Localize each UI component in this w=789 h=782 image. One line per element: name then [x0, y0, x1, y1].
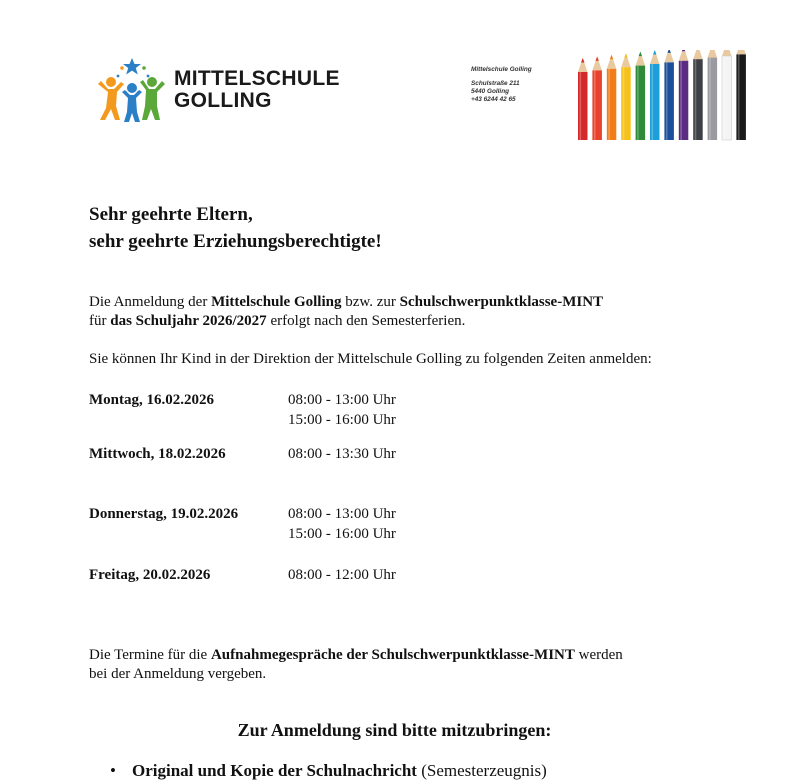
- schedule-times: [288, 565, 396, 585]
- pencil: [650, 50, 660, 140]
- bullet-icon: •: [110, 761, 116, 780]
- bring-item-note: (Semesterzeugnis): [416, 761, 547, 780]
- text: erfolgt nach den Semesterferien.: [266, 313, 466, 329]
- time-slot: 08:00 - 13:00 Uhr: [288, 392, 396, 408]
- pencil: [722, 50, 732, 140]
- schedule-day: Mittwoch, 18.02.2026: [89, 446, 226, 462]
- bring-heading: Zur Anmeldung sind bitte mitzubringen:: [237, 720, 552, 740]
- greeting-line-1: Sehr geehrte Eltern,: [89, 204, 253, 225]
- greeting-line-2: sehr geehrte Erziehungsberechtigte!: [89, 231, 382, 252]
- school-year: das Schuljahr 2026/2027: [110, 313, 267, 329]
- pencil: [693, 50, 703, 140]
- text: bzw. zur: [341, 294, 400, 310]
- interview-appointments-paragraph: [89, 646, 623, 684]
- school-name: Mittelschule Golling: [211, 294, 342, 310]
- text: bei der Anmeldung vergeben.: [89, 666, 267, 682]
- text: Die Anmeldung der: [89, 294, 212, 310]
- registration-intro-paragraph: [89, 293, 603, 331]
- time-slot: 15:00 - 16:00 Uhr: [288, 526, 396, 542]
- pencil: [621, 53, 631, 140]
- schedule-times: [288, 444, 396, 464]
- text: für: [89, 313, 111, 329]
- interview-title: Aufnahmegespräche der Schulschwerpunktklasse-MINT: [210, 647, 575, 663]
- address-phone: +43 6244 42 65: [471, 96, 516, 103]
- address-name: Mittelschule Golling: [471, 66, 532, 73]
- registration-times-intro: Sie können Ihr Kind in der Direktion der Mittelschule Golling zu folgenden Zeiten anmelden:: [89, 351, 652, 367]
- text: werden: [574, 647, 623, 663]
- pencil: [636, 52, 646, 140]
- school-logo-figures: [94, 54, 168, 124]
- schedule-day: Freitag, 20.02.2026: [89, 567, 211, 583]
- school-logo-wordmark: [174, 68, 340, 112]
- text: Die Termine für die: [89, 647, 211, 663]
- pencil: [679, 50, 689, 140]
- time-slot: 08:00 - 13:00 Uhr: [288, 506, 396, 522]
- schedule-day: Montag, 16.02.2026: [89, 392, 214, 408]
- pencil: [607, 55, 617, 140]
- greeting: [89, 201, 382, 255]
- schedule-times: [288, 504, 396, 544]
- colored-pencils-image: [576, 50, 756, 142]
- address-city: 5440 Golling: [471, 88, 510, 95]
- schedule-times: [288, 390, 396, 430]
- logo-line-2: GOLLING: [174, 89, 272, 112]
- address-street: Schulstraße 211: [471, 80, 520, 87]
- pencil: [736, 50, 746, 140]
- pencil: [578, 58, 588, 140]
- logo-line-1: MITTELSCHULE: [174, 67, 340, 90]
- time-slot: 08:00 - 12:00 Uhr: [288, 567, 396, 583]
- bring-item-bold: Original und Kopie der Schulnachricht: [132, 761, 417, 780]
- pencil: [664, 50, 674, 140]
- school-address: [471, 66, 532, 104]
- pencil: [592, 56, 602, 140]
- pencil: [708, 50, 718, 140]
- mint-class-name: Schulschwerpunktklasse-MINT: [399, 294, 604, 310]
- time-slot: 08:00 - 13:30 Uhr: [288, 446, 396, 462]
- time-slot: 15:00 - 16:00 Uhr: [288, 412, 396, 428]
- star-icon: [123, 58, 141, 75]
- schedule-day: Donnerstag, 19.02.2026: [89, 506, 239, 522]
- bring-list-item: [110, 760, 547, 782]
